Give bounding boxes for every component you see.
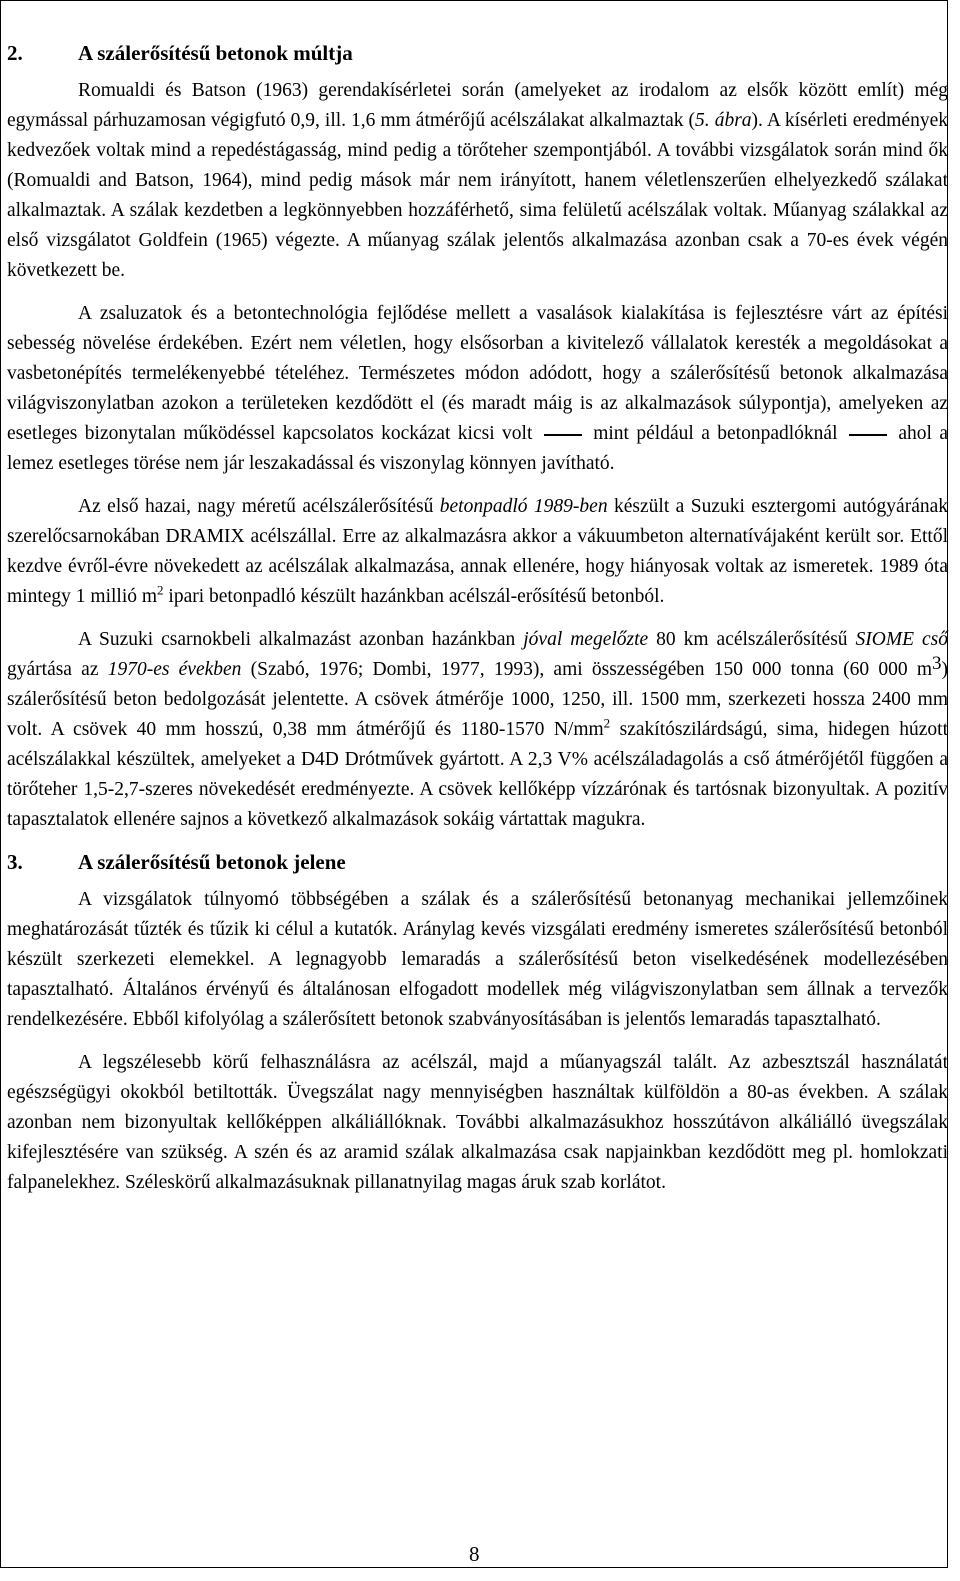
text-run: ) szálerősítésű beton bedolgozását jelentette. A csövek átmérője 1000, 1250, ill. 1500 mm, szerkezeti hossza 2400 mm volt. A csövek 40 mm hosszú, 0,38 mm átmérőjű és 1180-1570 N/mm: [7, 659, 948, 740]
paragraph-5: A vizsgálatok túlnyomó többségében a szálak és a szálerősítésű betonanyag mechanikai jellemzőinek meghatározását tűzték és tűzik ki célul a kutatók. Aránylag kevés vizsgálati eredmény ismeretes szálerősítésű betonból készült szerkezeti elemekkel. A legnagyobb lemaradás a szálerősítésű beton viselkedésének modellezésében tapasztalható. Általános érvényű és általánosan elfogadott modellek még világviszonylatban sem állnak a tervezők rendelkezésére. Ebből kifolyólag a szálerősített betonok szabványosításában is jelentős lemaradás tapasztalható.: [7, 889, 948, 1030]
italic-run: 1970-es években: [107, 659, 242, 680]
text-run: 80 km acélszálerősítésű: [648, 629, 856, 650]
text-run: gyártása az: [7, 659, 108, 680]
em-dash: [849, 434, 887, 436]
em-dash: [544, 434, 582, 436]
text-run: ). A kísérleti eredmények kedvezőek voltak mind a repedéstágasság, mind pedig a törőteher szempontjából. A további vizsgálatok során mind ők (Romualdi and Batson, 1964), mind pedig mások már nem irányított, hanem véletlenszerűen elhelyezkedő szálakat alkalmaztak. A szálak kezdetben a legkönnyebben hozzáférhető, sima felületű acélszálak voltak. Műanyag szálakkal az első vizsgálatot Goldfein (1965) végezte. A műanyag szálak jelentős alkalmazása azonban csak a 70-es évek végén következett be.: [7, 110, 948, 281]
paragraph-4: [7, 625, 948, 835]
paragraph-6: A legszélesebb körű felhasználásra az acélszál, majd a műanyagszál talált. Az azbesztszál használatát egészségügyi okokból betiltották. Üvegszálat nagy mennyiségben használtak külföldön a 80-as években. A szálak azonban nem bizonyultak kellőképpen alkáliállóknak. További alkalmazásukhoz hosszútávon alkáliálló üvegszálak kifejlesztésére van szükség. A szén és az aramid szálak alkalmazása csak napjainkban kezdődött meg pl. homlokzati falpanelekhez. Széleskörű alkalmazásuknak pillanatnyilag magas áruk szab korlátot.: [7, 1052, 948, 1193]
italic-run: SIOME cső: [855, 629, 948, 650]
section-number: 2.: [7, 41, 23, 65]
section-title: A szálerősítésű betonok múltja: [78, 41, 353, 65]
text-run: ipari betonpadló készült hazánkban acélszál-erősítésű betonból.: [163, 586, 665, 607]
paragraph-1: [7, 76, 948, 286]
document-page: [7, 38, 948, 1198]
superscript: 2: [603, 715, 611, 731]
section-number: 3.: [7, 850, 23, 874]
text-run: szakítószilárdságú, sima, hidegen húzott acélszálakkal készültek, amelyeket a D4D Drótművek gyártott. A 2,3 V% acélszáladagolás a cső átmérőjétől függően a törőteher 1,5-2,7-szeres növekedését eredményezte. A csövek kellőképp vízzárónak és tartósnak bizonyultak. A pozitív tapasztalatok ellenére sajnos a következő alkalmazások sokáig vártattak magukra.: [7, 719, 948, 830]
figure-reference: 5. ábra: [695, 110, 752, 131]
superscript: 2: [157, 582, 164, 598]
text-run: mint például a betonpadlóknál: [593, 423, 838, 444]
paragraph-2: [7, 299, 948, 479]
paragraph-3: [7, 492, 948, 612]
italic-run: betonpadló 1989-ben: [439, 496, 608, 517]
text-run: A Suzuki csarnokbeli alkalmazást azonban hazánkban: [78, 629, 524, 650]
text-run: A zsaluzatok és a betontechnológia fejlődése mellett a vasalások kialakítása is fejlesztésre várt az építési sebesség növelése érdekében. Ezért nem véletlen, hogy elsősorban a kivitelező vállalatok keresték a megoldásokat a vasbetonépítés termelékenyebbé tételéhez. Természetes módon adódott, hogy a szálerősítésű betonok alkalmazása világviszonylatban azokon a területeken kezdődött el (és maradt máig is az alkalmazások súlypontja), amelyeken az esetleges bizonytalan működéssel kapcsolatos kockázat kicsi volt: [7, 303, 948, 444]
text-run: ahol a lemez esetleges törése nem jár leszakadással és viszonylag könnyen javítható.: [7, 423, 948, 474]
superscript: 3: [932, 653, 942, 674]
section-title: A szálerősítésű betonok jelene: [78, 850, 346, 874]
italic-run: jóval megelőzte: [523, 629, 649, 650]
section-heading-2: [7, 38, 948, 68]
text-run: Romualdi és Batson (1963) gerendakísérletei során (amelyeket az irodalom az elsők között említ) még egymással párhuzamosan végigfutó 0,9, ill. 1,6 mm átmérőjű acélszálakat alkalmaztak (: [7, 80, 948, 131]
section-heading-3: [7, 847, 948, 877]
page-number: 8: [469, 1542, 480, 1566]
text-run: készült a Suzuki esztergomi autógyárának szerelőcsarnokában DRAMIX acélszállal. Erre az alkalmazásra akkor a vákuumbeton alternatívájaként került sor. Ettől kezdve évről-évre növekedett az acélszálak alkalmazása, annak ellenére, hogy hiányosak voltak az ismeretek. 1989 óta mintegy 1 millió m: [7, 496, 949, 607]
text-run: Az első hazai, nagy méretű acélszálerősítésű: [78, 496, 440, 517]
text-run: (Szabó, 1976; Dombi, 1977, 1993), ami összességében 150 000 tonna (60 000 m: [241, 659, 932, 680]
